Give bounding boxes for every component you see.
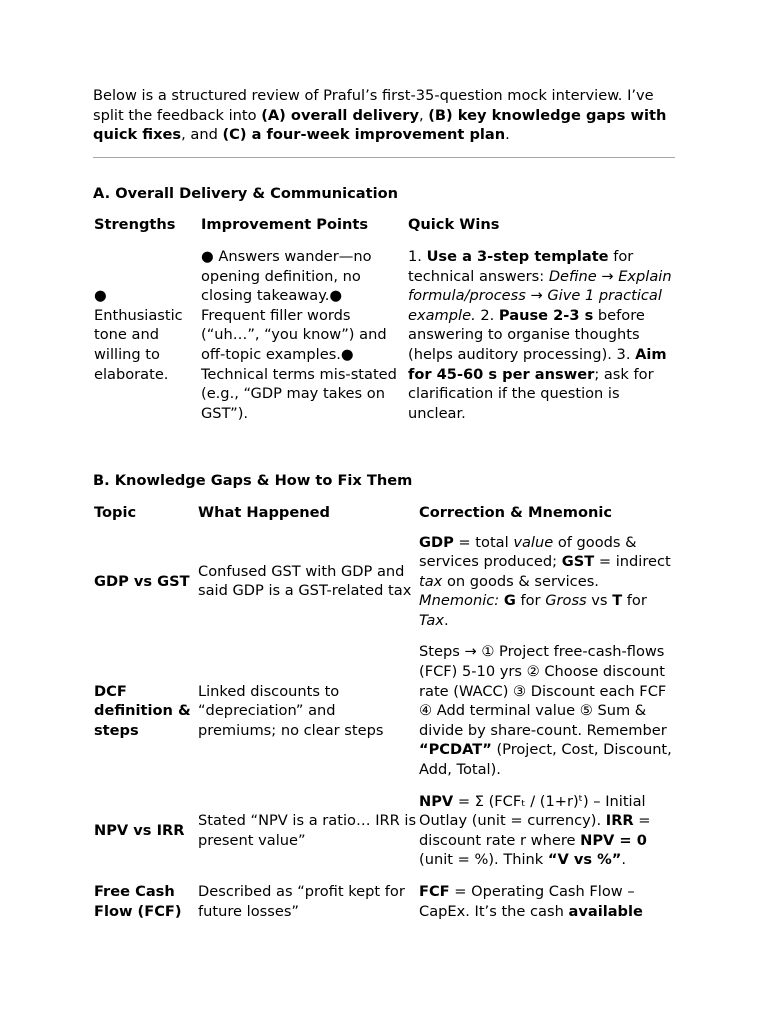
table-row-dcf <box>93 640 675 789</box>
intro-text: . <box>505 126 510 144</box>
table-row-npv <box>93 790 675 880</box>
quick-win-text: before answering to organise thoughts (helps auditory processing). 3. <box>408 306 645 363</box>
what-happened-cell: Confused GST with GDP and said GDP is a GST-related tax <box>198 562 412 600</box>
document-page <box>93 86 675 931</box>
correction-text: (unit = %). Think <box>419 851 548 869</box>
quick-win-text: ; ask for clarification if the question is unclear. <box>408 365 654 422</box>
correction-italic: Tax <box>419 611 444 629</box>
correction-cell <box>418 531 675 641</box>
correction-text: . <box>621 851 626 869</box>
topic-label: NPV vs IRR <box>94 822 185 840</box>
correction-italic: value <box>513 533 554 551</box>
correction-emphasis: G <box>503 592 516 610</box>
what-happened-cell: Linked discounts to “depreciation” and premiums; no clear steps <box>198 682 384 739</box>
correction-text: = Σ (FCFₜ / (1+r)ᵗ) – Initial Outlay (unit = currency). <box>419 792 646 830</box>
intro-emphasis-plan: (C) a four-week improvement plan <box>222 126 506 144</box>
correction-emphasis: FCF <box>419 883 450 900</box>
correction-text: of goods & services produced; <box>419 533 637 571</box>
topic-cell <box>93 531 197 641</box>
quick-win-emphasis: Use a 3-step template <box>426 247 609 265</box>
correction-text: Steps → ① Project free-cash-flows (FCF) 5-10 yrs ② Choose discount rate (WACC) ③ Discount each FCF ④ Add terminal value ⑤ Sum & divide by share-count. Remember <box>419 643 667 739</box>
correction-emphasis: NPV = 0 <box>580 831 647 849</box>
correction-emphasis: GST <box>561 553 595 571</box>
header-strengths: Strengths <box>94 216 176 234</box>
correction-emphasis: “V vs %” <box>547 851 622 869</box>
correction-text: . <box>443 611 449 629</box>
table-row-fcf <box>93 880 675 931</box>
topic-cell <box>93 790 197 880</box>
intro-text: , <box>418 106 429 124</box>
correction-italic: Mnemonic: <box>419 592 500 610</box>
table-row-gdp <box>93 531 675 641</box>
quick-wins-cell <box>407 243 673 433</box>
improvement-cell: ● Answers wander—no opening definition, no closing takeaway.● Frequent filler words (“uh…”, “you know”) and off-topic examples.● Technical terms mis-stated (e.g., “GDP may takes on GST”). <box>201 247 397 422</box>
correction-text: for <box>515 592 546 610</box>
header-correction: Correction & Mnemonic <box>419 503 613 521</box>
delivery-table <box>93 211 673 433</box>
quick-win-emphasis: Pause 2-3 s <box>498 306 594 324</box>
quick-win-emphasis: Aim for 45-60 s per answer <box>408 345 667 383</box>
quick-win-text: 1. <box>408 247 427 265</box>
intro-emphasis-delivery: (A) overall delivery <box>261 106 419 124</box>
intro-text: Below is a structured review of Praful’s first-35-question mock interview. I’ve split the feedback into <box>93 87 654 124</box>
section-b-heading: B. Knowledge Gaps & How to Fix Them <box>93 472 413 490</box>
correction-cell <box>418 790 675 880</box>
correction-emphasis: NPV <box>419 792 454 810</box>
intro-emphasis-gaps: (B) key knowledge gaps with quick fixes <box>93 106 667 144</box>
header-improvement-points: Improvement Points <box>201 216 369 234</box>
correction-emphasis: “PCDAT” <box>419 741 492 759</box>
what-happened-cell: Described as “profit kept for future losses” <box>198 883 405 920</box>
table-header-row <box>93 211 673 243</box>
correction-text: for <box>622 592 647 610</box>
topic-label: Free Cash Flow (FCF) <box>94 883 182 920</box>
what-happened-cell: Stated “NPV is a ratio… IRR is present value” <box>198 812 417 849</box>
quick-win-text: for technical answers: <box>408 247 634 285</box>
correction-text: = Operating Cash Flow – CapEx. It’s the cash <box>419 883 635 920</box>
strengths-cell: ● Enthusiastic tone and willing to elaborate. <box>94 287 183 383</box>
correction-cell <box>418 880 675 931</box>
correction-text: (Project, Cost, Discount, Add, Total). <box>419 741 672 779</box>
correction-text: = indirect <box>594 553 671 571</box>
intro-text: , and <box>181 126 223 144</box>
correction-emphasis: available <box>568 902 643 920</box>
topic-cell <box>93 640 197 789</box>
correction-emphasis: GDP <box>419 533 454 551</box>
correction-text: = total <box>453 533 514 551</box>
header-what-happened: What Happened <box>198 503 330 521</box>
section-a-heading: A. Overall Delivery & Communication <box>93 184 398 202</box>
table-row <box>93 243 673 433</box>
correction-italic: tax <box>419 572 443 590</box>
header-quick-wins: Quick Wins <box>408 216 500 234</box>
quick-win-italic: Define → Explain formula/process → Give 1 practical example. <box>408 267 672 324</box>
topic-cell <box>93 880 197 931</box>
correction-cell <box>418 640 675 789</box>
correction-text: on goods & services. <box>442 572 599 590</box>
correction-italic: Gross <box>545 592 587 610</box>
intro-paragraph <box>93 86 675 145</box>
quick-win-text: 2. <box>475 306 499 324</box>
topic-label: GDP vs GST <box>94 572 190 590</box>
correction-text: vs <box>586 592 613 610</box>
topic-label: DCF definition & steps <box>94 682 191 739</box>
correction-emphasis: T <box>612 592 623 610</box>
header-topic: Topic <box>94 503 137 521</box>
correction-text: = discount rate r where <box>419 812 651 849</box>
table-header-row <box>93 499 675 531</box>
knowledge-gaps-table <box>93 499 675 931</box>
section-divider <box>93 157 675 158</box>
correction-emphasis: IRR <box>605 812 634 830</box>
